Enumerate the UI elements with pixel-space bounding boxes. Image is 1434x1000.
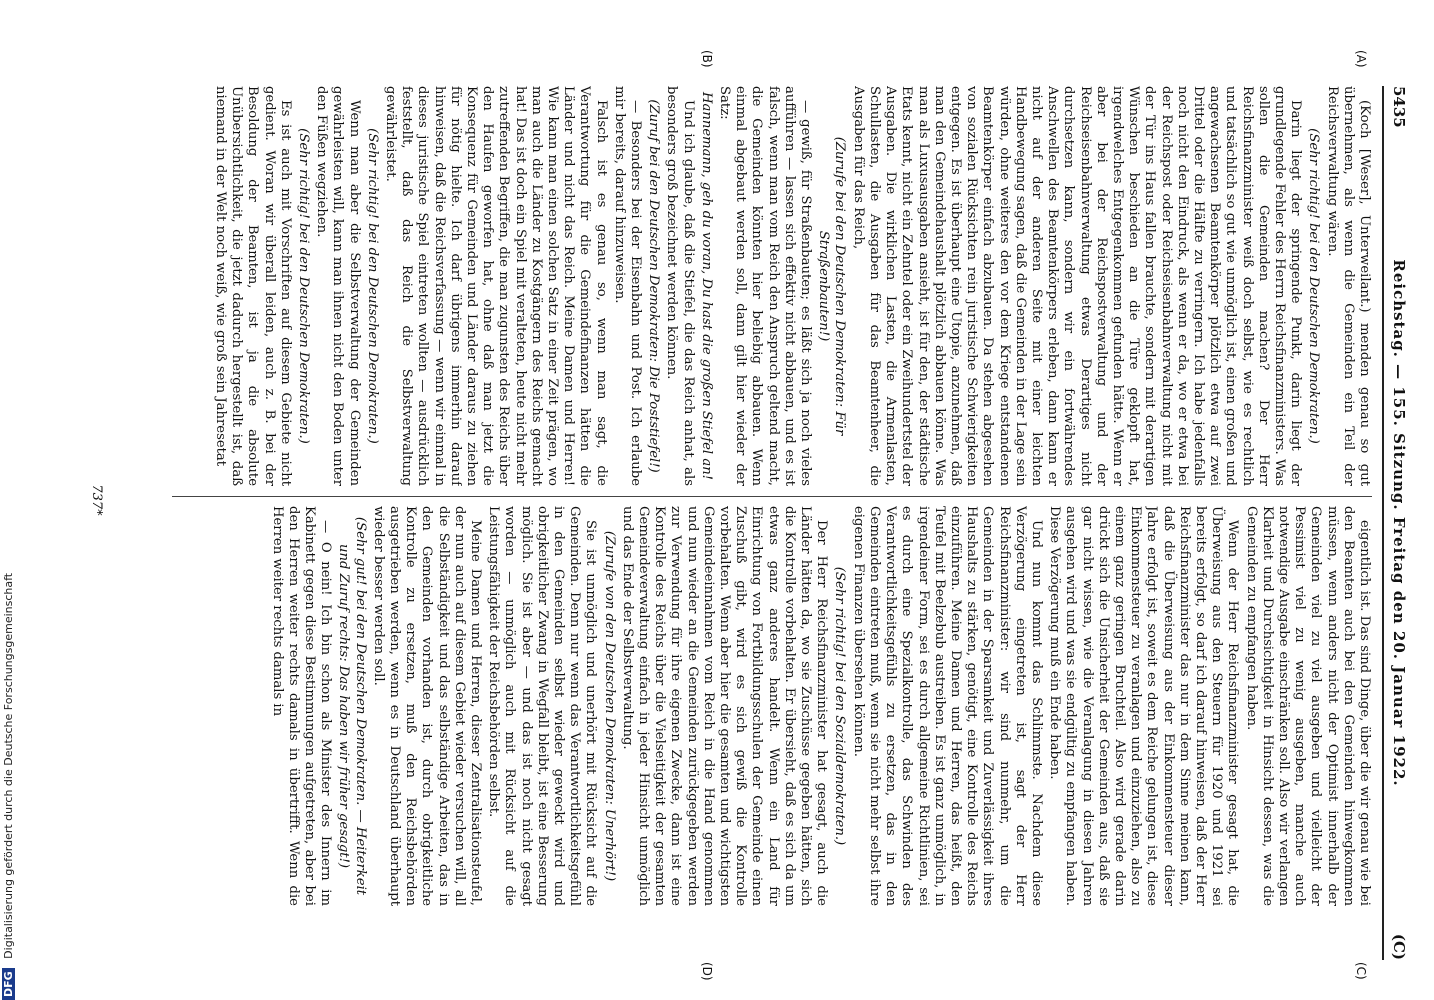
column-divider xyxy=(172,496,1372,497)
right-paragraph: — O nein! Ich bin schon als Minister des Innern im Kabinett gegen diese Bestimmungen aufgetreten, aber bei den Herren weiter rechts damals in übertrifft. Wenn die Herren weiter rechts damals in xyxy=(269,506,334,906)
right-column xyxy=(114,506,1372,906)
header-marker: (C) xyxy=(1390,933,1408,960)
margin-marker-d: (D) xyxy=(700,962,714,981)
left-interjection: (Zurufe bei den Deutschen Demokraten: Für Straßenbauten!) xyxy=(816,136,848,436)
dfg-logo: DFG xyxy=(2,968,15,1000)
left-paragraph: — gewiß, für Straßenbauten; es läßt sich ja noch vieles aufführen — lassen sich effektiv nicht abbauen, und es ist falsch, wenn man vom Reich den Anspruch geltend macht, die Gemeinden könnten hier beliebig abbauen. Wenn einmal abgebaut werden soll, dann gilt hier wieder der Satz: xyxy=(717,86,814,486)
right-interjection: (Zurufe von den Deutschen Demokraten: Unerhört!) xyxy=(601,530,617,882)
right-paragraph: Meine Damen und Herren, dieser Zentralisationsteufel, der nun auch auf diesem Gebiet wieder versuchen will, all die Selbständigkeit und das selbständige Arbeiten, das in den Gemeinden vorhanden ist, durch obrigkeitliche Kontrolle zu ersetzen, muß den Reichsbehörden ausgetrieben werden, wenn es in Deutschland überhaupt wieder besser werden soll. xyxy=(370,506,484,906)
left-interjection: (Sehr richtig! bei den Deutschen Demokraten.) xyxy=(296,128,311,444)
left-paragraph: Und ich glaube, daß die Stiefel, die das Reich anhat, als besonders groß bezeichnet werden können. xyxy=(664,86,696,486)
margin-marker-b: (B) xyxy=(700,50,714,68)
left-paragraph: Wenn man aber die Selbstverwaltung der Gemeinden gewährleisten will, kann man ihnen nicht den Boden unter den Füßen wegziehen. xyxy=(314,86,362,486)
left-paragraph: (Koch [Weser], Unterweilant.) menden genau so gut übernehmen, als wenn die Gemeinden ein Teil der Reichsverwaltung wären. xyxy=(1324,86,1372,486)
left-column xyxy=(114,86,1372,486)
right-paragraph: Und nun kommt das Schlimmste. Nachdem diese Verzögerung eingetreten ist, sagt der Herr Reichsfinanzminister: wir sind nunmehr, um die Gemeinden in der Sparsamkeit und Zuverlässigkeit ihres Haushalts zu stärken, genötigt, eine Kontrolle des Reichs einzuführen. Meine Damen und Herren, das heißt, den Teufel mit Beelzebub austreiben. Es ist ganz unmöglich, in irgendeiner Form, sei es durch allgemeine Richtlinien, sei es durch eine Spezialkontrolle, das Schwinden des Verantwortlichkeitsgefühls zu ersetzen, das in den Gemeinden eintreten muß, wenn sie nicht mehr selbst ihre eigenen Finanzen übersehen können. xyxy=(850,506,1044,906)
right-paragraph: Wenn der Herr Reichsfinanzminister gesagt hat, die Überweisung aus den Steuern für 1920 und 1921 sei bereits erfolgt, so darf ich darauf hinweisen, daß der Herr Reichsfinanzminister das nur in dem Sinne meinen kann, daß die Überweisung aus der Einkommensteuer dieser Jahre erfolgt ist, soweit es dem Reiche gelungen ist, diese Einkommensteuer zu veranlagen und einzuziehen, also zu einem ganz geringen Bruchteil. Also wird gerade darin drückt sich die Unsicherheit der Gemeinden aus, daß sie gar nicht wissen, wie die Veranlagung in diesen Jahren ausgehen wird und was sie endgültig zu empfangen haben. Diese Verzögerung muß ein Ende haben. xyxy=(1047,506,1241,906)
header-title: Reichstag. — 155. Sitzung. Freitag den 20. Januar 1922. xyxy=(1390,259,1408,787)
left-paragraph: Es ist auch mit Vorschriften auf diesem Gebiete nicht gedient. Woran wir überall leiden, auch z. B. bei der Besoldung der Beamten, ist ja die absolute Unübersichtlichkeit, die jetzt dadurch hergestellt ist, daß niemand in der Welt noch weiß, wie groß sein Jahresetat xyxy=(212,86,293,486)
right-interjection: (Sehr richtig! bei den Sozialdemokraten.) xyxy=(832,566,848,846)
header-page-number: 5435 xyxy=(1390,86,1408,128)
left-interjection: (Sehr richtig! bei den Deutschen Demokraten.) xyxy=(364,128,380,444)
digitization-note: Digitalisierung gefördert durch die Deutsche Forschungsgemeinschaft xyxy=(2,572,15,959)
left-paragraph: Darin liegt der springende Punkt, darin liegt der grundlegende Fehler des Herrn Reichsfinanzministers. Was sollen die Gemeinden machen? Der Herr Reichsfinanzminister weiß doch selbst, wie es rechtlich und tatsächlich so gut wie unmöglich ist, einen großen und angewachsenen Beamtenkörper plötzlich etwa auf zwei Drittel oder die Hälfte zu verringern. Ich habe jedenfalls noch nicht den Eindruck, als wenn er da, wo er etwa bei der Reichspost oder Reichseisenbahnverwaltung nicht mit der Tür ins Haus fallen brauchte, sondern mit derartigen Wünschen beschieden an die Türe geklopft hat, irgendwelches Entgegenkommen gefunden hätte. Wenn er aber bei der Reichspostverwaltung und der Reichseisenbahnverwaltung etwas Derartiges nicht durchsetzen kann, sondern wir ein fortwährendes Anschwellen des Beamtenkörpers erleben, dann kann er nicht auf der anderen Seite mit einer leichten Handbewegung sagen, daß die Gemeinden in der Lage sein würden, ohne weiteres den vor dem Kriege entstandenen Beamtenkörper einfach abzubauen. Da stehen abgesehen von sozialen Rücksichten rein juristische Schwierigkeiten entgegen. Es ist überhaupt eine Utopie, anzunehmen, daß man den Gemeindehaushalt plötzlich abbauen könne. Was man als Luxusausgaben ansieht, ist für den, der städtische Etats kennt, nicht ein Zehntel oder ein Zweihundertstel der Ausgaben. Die wirklichen Lasten, die Armenlasten, Schullasten, die Ausgaben für das Beamtenheer, die Ausgaben für das Reich, xyxy=(850,86,1304,486)
page-number: 737* xyxy=(89,484,104,516)
left-paragraph: Falsch ist es genau so, wenn man sagt, die Verantwortung für die Gemeindefinanzen hätten die Länder und nicht das Reich. Meine Damen und Herren! Wie kann man einen solchen Satz in einer Zeit prägen, wo man auch die Länder zu Kostgängern des Reichs gemacht hat! Das ist doch ein Spiel mit veralteten, heute nicht mehr zutreffenden Begriffen, die man zugunsten des Reichs über den Haufen geworfen hat, ohne daß man jetzt die Konsequenz für Gemeinden und Länder daraus zu ziehen für nötig hielte. Ich darf übrigens immerhin darauf hinweisen, daß die Reichsverfassung — wenn wir einmal in dieses juristische Spiel eintreten wollten — ausdrücklich feststellt, daß das Reich die Selbstverwaltung gewährleistet. xyxy=(383,86,609,486)
right-paragraph: Der Herr Reichsfinanzminister hat gesagt, auch die Länder hätten da, wo sie Zuschüsse gegeben hätten, sich die Kontrolle vorbehalten. Er übersieht, daß es sich da um etwas ganz anderes handelt. Wenn ein Land für Einrichtung von Fortbildungsschulen der Gemeinde einen Zuschuß gibt, wird es sich gewiß die Kontrolle vorbehalten. Wenn aber hier die gesamten und wichtigsten Gemeindeeinnahmen vom Reich in die Hand genommen und nun wieder an die Gemeinden zurückgegeben werden zur Verwendung für ihre eigenen Zwecke, dann ist eine Kontrolle des Reichs über die Vielseitigkeit der gesamten Gemeindeverwaltung einfach in jeder Hinsicht unmöglich und das Ende der Selbstverwaltung. xyxy=(619,506,830,906)
side-strip xyxy=(0,0,20,1000)
left-interjection: (Zuruf bei den Deutschen Demokraten: Die Poststiefel!) xyxy=(646,99,662,473)
page-header xyxy=(1382,86,1410,960)
right-interjection: (Sehr gut! bei den Deutschen Demokraten. — Heiterkeit und Zuruf rechts: Das haben wir früher gesagt!) xyxy=(336,516,368,896)
margin-marker-c: (C) xyxy=(1354,962,1368,980)
left-paragraph: — Besonders bei der Eisenbahn und Post. Ich erlaube mir bereits, darauf hinzuweisen. xyxy=(611,86,644,486)
right-paragraph: Sie ist unmöglich und unerhört mit Rücksicht auf die Gemeinden. Denn nur wenn das Verantwortlichkeitsgefühl in den Gemeinden selbst wieder geweckt wird und obrigkeitlicher Zwang in Wegfall bleibt, ist eine Besserung möglich. Sie ist aber — und das ist noch nicht gesagt worden — unmöglich auch mit Rücksicht auf die Leistungsfähigkeit der Reichsbehörden selbst. xyxy=(486,506,599,906)
left-interjection: (Sehr richtig! bei den Deutschen Demokraten.) xyxy=(1306,128,1322,444)
margin-marker-a: (A) xyxy=(1354,50,1368,68)
right-paragraph: eigentlich ist. Das sind Dinge, über die wir genau wie bei den Beamten auch bei den Gemeinden hinwegkommen müssen, wenn anders nicht der Optimist innerhalb der Gemeinden viel zu viel ausgeben und vielleicht der Pessimist viel zu wenig ausgeben, manche auch notwendige Ausgabe einschränken soll. Also wir verlangen Klarheit und Durchsichtigkeit in Hinsicht dessen, was die Gemeinden zu empfangen haben. xyxy=(1243,506,1372,906)
left-interjection: Hannemann, geh du voran, Du hast die großen Stiefel an! xyxy=(698,91,714,480)
